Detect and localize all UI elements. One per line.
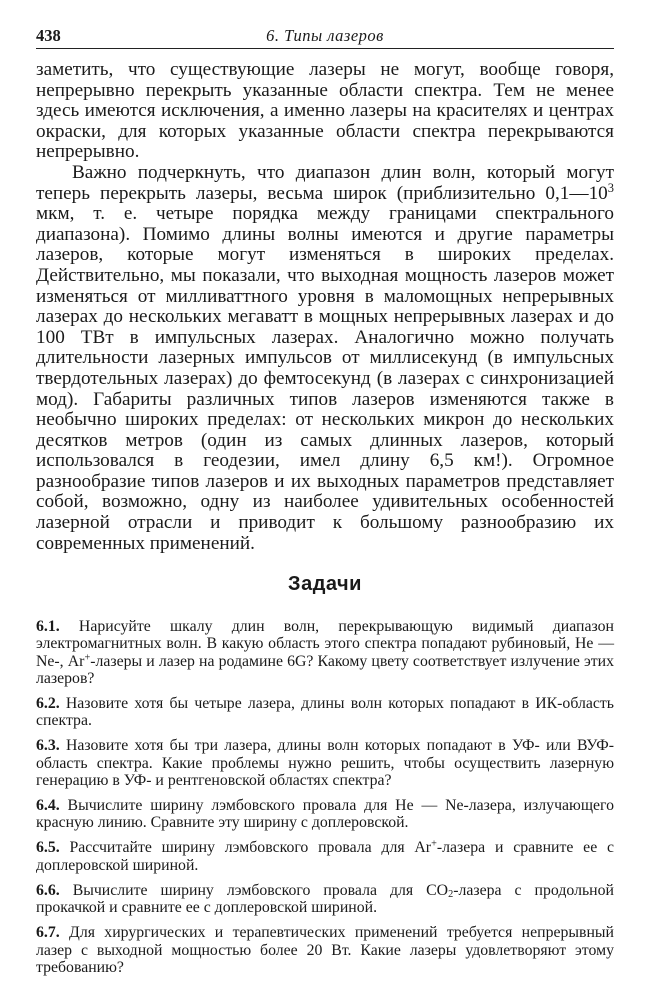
problem-text: Рассчитайте ширину лэмбовского провала для Аr [59,839,432,857]
problem-item [36,695,614,729]
text-after-range: мкм, т. е. четыре порядка между границами спектрального диапазона). Помимо длины волны имеются и другие параметры лазеров, которые могут изменяться в широких пределах. Действительно, мы показали, что выходная мощность лазеров может изменяться от милливаттного уровня в маломощных непрерывных лазерах до нескольких мегаватт в мощных непрерывных лазерах и до 100 ТВт в импульсных лазерах. Аналогично можно получать длительности лазерных импульсов от миллисекунд (в импульсных твердотельных лазерах) до фемтосекунд (в лазерах с синхронизацией мод). Габариты различных типов лазеров изменяются также в необычно широких пределах: от нескольких микрон до нескольких десятков метров (один из самых длинных лазеров, который использовался в геодезии, имел длину 6,5 км!). Огромное разнообразие типов лазеров и их выходных параметров представляет собой, возможно, одну из наиболее удивительных особенностей лазерной отрасли и приводит к большому разнообразию их современных применений. [36,203,614,554]
problem-number: 6.6. [36,881,60,899]
problem-number: 6.2. [36,695,60,713]
problem-item [36,618,614,687]
main-text [36,60,614,554]
paragraph-wavelength-range [36,163,614,554]
problem-text: Вычислите ширину лэмбовского провала для СО [59,881,449,899]
problem-item [36,924,614,976]
running-header [36,24,614,49]
range-value: 0,1—10 [545,182,608,204]
superscript: + [431,838,437,850]
problem-text: Назовите хотя бы три лазера, длины волн которых попадают в УФ- или ВУФ-область спектра. Какие проблемы нужно решить, чтобы осуществить лазерную генерацию в УФ- и рентгеновской областях спектра? [36,737,614,789]
problem-number: 6.4. [36,797,60,815]
problem-text: Вычислите ширину лэмбовского провала для Не — Nе-лазера, излучающего красную линию. Сравните эту ширину с доплеровской. [36,797,614,832]
range-exponent: 3 [607,180,614,195]
problem-text-cont: -лазера и сравните ее с доплеровской шириной. [36,839,614,874]
problem-number: 6.1. [36,618,60,636]
subscript: 2 [448,888,454,900]
problem-text-cont: -лазеры и лазер на родамине 6G? Какому цвету соответствует излучение этих лазеров? [36,652,614,687]
problem-text: Для хирургических и терапевтических применений требуется непрерывный лазер с выходной мощностью более 20 Вт. Какие лазеры удовлетворяют этому требованию? [36,924,614,976]
problem-item [36,839,614,873]
problem-item [36,882,614,916]
book-page [36,24,614,984]
problem-text: Нарисуйте шкалу длин волн, перекрывающую видимый диапазон электромагнитных волн. В какую область этого спектра попадают рубиновый, Не — Nе-, Аr [36,618,614,670]
chapter-title: 6. Типы лазеров [266,26,384,45]
problems-list [36,618,614,976]
problem-number: 6.5. [36,839,60,857]
section-title-problems: Задачи [288,573,362,596]
problem-text: Назовите хотя бы четыре лазера, длины волн которых попадают в ИК-область спектра. [36,695,614,730]
problem-number: 6.7. [36,924,60,942]
paragraph-continuation: заметить, что существующие лазеры не могут, вообще говоря, непрерывно перекрыть указанные области спектра. Тем не менее здесь имеются исключения, а именно лазеры на красителях и центрах окраски, для которых указанные области спектра перекрываются непрерывно. [36,59,614,163]
problem-text-cont: -лазера с продольной прокачкой и сравните ее с доплеровской шириной. [36,881,614,917]
superscript: + [84,652,91,664]
problem-number: 6.3. [36,737,60,755]
text-before-range: Важно подчеркнуть, что диапазон длин волн, который могут теперь перекрыть лазеры, весьма широк (приблизительно [36,161,614,204]
problem-item [36,737,614,789]
problem-item [36,797,614,831]
page-number: 438 [36,26,61,45]
